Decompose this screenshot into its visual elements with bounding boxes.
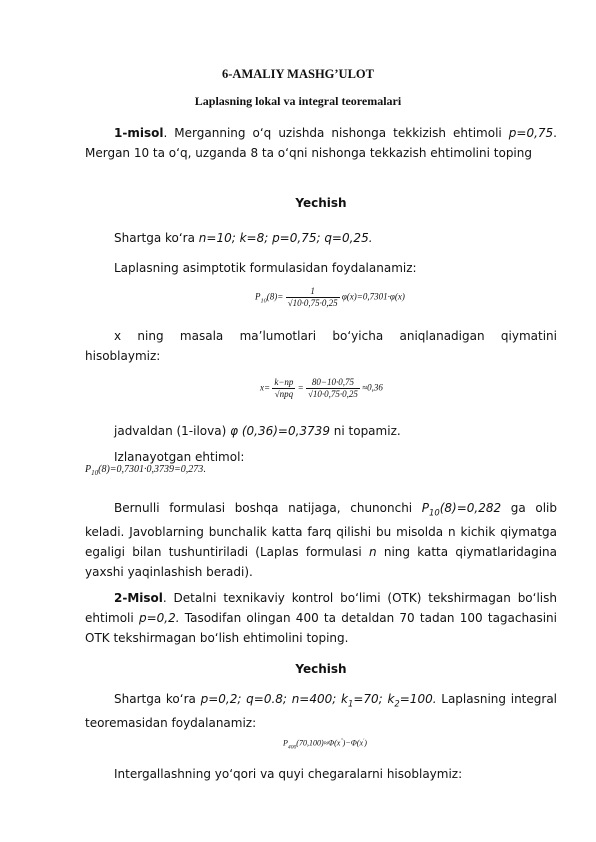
equation-local-laplace: $P_{10}(8)=$ $\frac{1}{√10\cdot 0,75\cdot 0,25}$ φ(x)=0,7301·φ(x) (255, 286, 405, 308)
example-1-result-label: Izlanayotgan ehtimol: (114, 450, 245, 464)
equation-fraction: $\frac{1}{√10\cdot 0,75\cdot 0,25}$ (287, 286, 338, 308)
example-2-statement: 2-Misol. Detalni texnikaviy kontrol bo‘limi (OTK) tekshirmagan bo‘lish ehtimoli p=0,2. Tasodifan olingan 400 ta detaldan 70 tadan 100 tagachasini OTK tekshirmagan bo‘lish ehtimolini toping. (85, 591, 557, 645)
document-title: 6-AMALIY MASHG’ULOT (222, 67, 374, 81)
example-1-formula-intro: Laplasning asimptotik formulasidan foydalanamiz: (114, 261, 417, 275)
example-1-statement: 1-misol. Merganning o‘q uzishda nishonga tekkizish ehtimoli p=0,75. Mergan 10 ta o‘q, uzganda 8 ta o‘qni nishonga tekkazish ehtimolini toping (85, 126, 557, 160)
example-2-limits-text: Intergallashning yo‘qori va quyi chegaralarni hisoblaymiz: (114, 767, 463, 781)
document-subtitle: Laplasning lokal va integral teoremalari (194, 94, 402, 108)
example-1-solution-heading: Yechish (295, 196, 347, 210)
example-2-label: 2-Misol (114, 591, 163, 605)
example-1-bernoulli-note: Bernulli formulasi boshqa natijaga, chunonchi $P_{10}(8)=0,282$ ga olib keladi. Javoblarning bunchalik katta farq qilishi bu misolda n kichik qiymatga egaligi bilan tushuntiriladi (Laplas formulasi n ning katta qiymatlaridagina yaxshi yaqinlashish beradi). (85, 501, 557, 580)
example-1-label: 1-misol (114, 126, 164, 140)
equation-x-value: x= $\frac{k-np}{\text{√npq}}$ = $\frac{80-10\cdot 0,75}{√10\cdot 0,75\cdot 0,25}$ ≈0,36 (260, 377, 383, 399)
example-1-table-lookup: jadvaldan (1-ilova) φ (0,36)=0,3739 ni topamiz. (114, 424, 401, 438)
example-2-solution-heading: Yechish (295, 662, 347, 676)
example-1-x-sentence: x ning masala ma’lumotlari bo‘yicha aniqlanadigan qiymatini hisoblaymiz: (85, 329, 557, 363)
example-1-given: Shartga ko‘ra n=10; k=8; p=0,75; q=0,25. (114, 231, 373, 245)
equation-integral-laplace: $P_{400}(70,100)\approx\Phi(x'')-\Phi(x')$ (283, 738, 367, 751)
equation-result: $P_{10}(8)=0,7301\cdot 0,3739=0,273$. (85, 464, 206, 477)
example-2-given: Shartga ko‘ra p=0,2; q=0.8; n=400; $k_1=70$; $k_2=100$. Laplasning integral teoremasidan foydalanamiz: (85, 692, 557, 731)
